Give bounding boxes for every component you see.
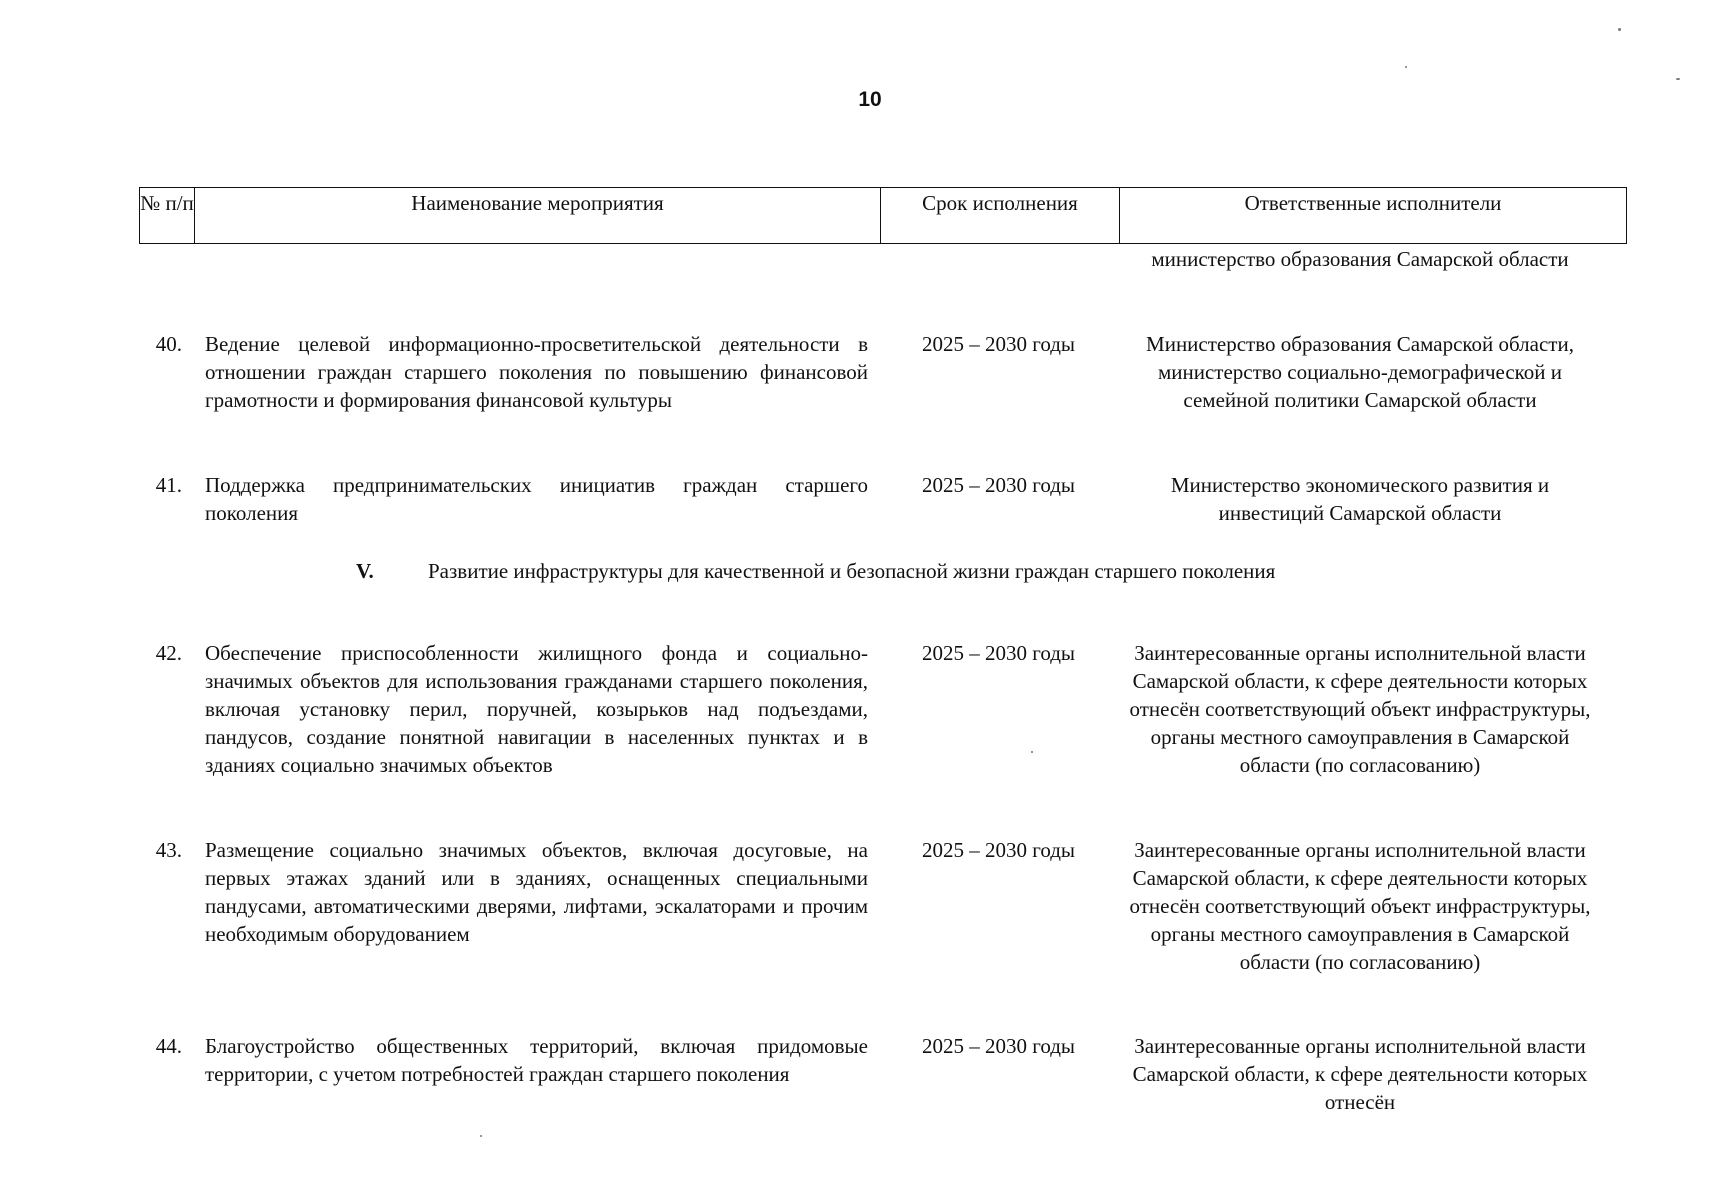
continuation-responsible: министерство образования Самарской области: [1151, 247, 1569, 271]
table-header: [139, 187, 1627, 244]
row-term: 2025 – 2030 годы: [921, 473, 1076, 497]
row-responsible: Заинтересованные органы исполнительной власти Самарской области, к сфере деятельности которых отнесён соответствующий объект инфраструктуры, органы местного самоуправления в Самарской области (по согласованию): [1129, 838, 1591, 974]
row-responsible: Министерство экономического развития и инвестиций Самарской области: [1170, 473, 1550, 525]
row-responsible: Заинтересованные органы исполнительной власти Самарской области, к сфере деятельности которых отнесён соответствующий объект инфраструктуры, органы местного самоуправления в Самарской области (по согласованию): [1129, 641, 1591, 777]
row-responsible: Министерство образования Самарской области, министерство социально-демографической и семейной политики Самарской области: [1146, 332, 1574, 412]
row-num: 42.: [155, 641, 182, 665]
row-name: Поддержка предпринимательских инициатив граждан старшего поколения: [205, 473, 868, 525]
row-num: 41.: [155, 473, 182, 497]
row-responsible: Заинтересованные органы исполнительной власти Самарской области, к сфере деятельности которых отнесён: [1132, 1034, 1588, 1114]
row-name: Ведение целевой информационно-просветительской деятельности в отношении граждан старшего поколения по повышению финансовой грамотности и формирования финансовой культуры: [205, 332, 868, 412]
row-name: Размещение социально значимых объектов, включая досуговые, на первых этажах зданий или в зданиях, оснащенных специальными пандусами, автоматическими дверями, лифтами, эскалаторами и прочим необходимым оборудованием: [205, 838, 868, 946]
scan-speck: [1676, 78, 1680, 80]
header-term: Срок исполнения: [881, 188, 1120, 243]
header-name: Наименование мероприятия: [195, 188, 881, 243]
page-number: 10: [858, 88, 882, 111]
row-term: 2025 – 2030 годы: [921, 641, 1076, 665]
scan-speck: [1031, 751, 1033, 753]
scan-speck: [480, 1135, 482, 1137]
row-name: Благоустройство общественных территорий, включая придомовые территории, с учетом потребностей граждан старшего поколения: [205, 1034, 868, 1086]
row-num: 44.: [155, 1034, 182, 1058]
row-term: 2025 – 2030 годы: [921, 1034, 1076, 1058]
scan-speck: [1618, 28, 1621, 31]
row-num: 43.: [155, 838, 182, 862]
row-term: 2025 – 2030 годы: [921, 332, 1076, 356]
scan-speck: [1405, 66, 1407, 68]
header-num: № п/п: [140, 188, 195, 243]
row-term: 2025 – 2030 годы: [921, 838, 1076, 862]
row-name: Обеспечение приспособленности жилищного фонда и социально-значимых объектов для использования гражданами старшего поколения, включая установку перил, поручней, козырьков над подъездами, пандусов, создание понятной навигации в населенных пунктах и в зданиях социально значимых объектов: [205, 641, 868, 777]
row-num: 40.: [155, 332, 182, 356]
section-title: Развитие инфраструктуры для качественной и безопасной жизни граждан старшего поколения: [428, 559, 1276, 583]
section-number: V.: [356, 559, 374, 583]
header-responsible: Ответственные исполнители: [1244, 191, 1502, 215]
